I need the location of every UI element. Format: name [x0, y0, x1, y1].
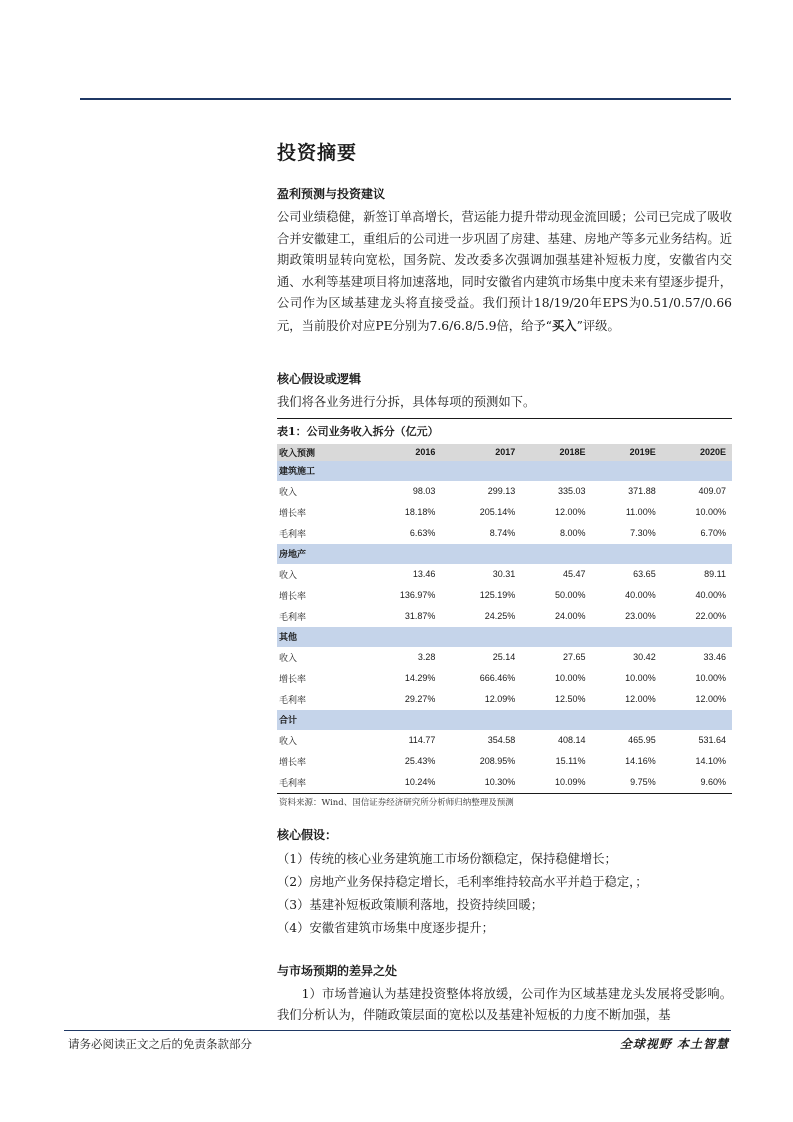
earnings-text-main: 公司业绩稳健，新签订单高增长，营运能力提升带动现金流回暖；公司已完成了吸收合并安徽建工，重组后的公司进一步巩固了房建、基建、房地产等多元业务结构。近期政策明显转向宽松，国务院、发改委多次强调加强基建补短板力度，安徽省内交通、水利等基建项目将加速落地，同时安徽省内建筑市场集中度未来有望逐步提升，公司作为区域基建龙头将直接受益。我们预计18/19/20年EPS为0.51/0.57/0.66元，当前股价对应PE分别为7.6/6.8/5.9倍，给予“ — [277, 210, 732, 333]
table-group-label: 其他 — [277, 627, 362, 647]
table-cell: 24.00% — [554, 611, 586, 621]
table-cell: 666.46% — [479, 673, 516, 683]
table-row — [277, 523, 732, 544]
table-cell: 12.00% — [554, 507, 586, 517]
table-body — [277, 461, 732, 793]
table-cell: 409.07 — [698, 486, 726, 496]
table-cell: 10.00% — [554, 673, 586, 683]
table-header-cell: 2020E — [662, 444, 732, 461]
table-cell: 14.29% — [404, 673, 436, 683]
table-cell: 6.63% — [409, 528, 436, 538]
table-group-label: 房地产 — [277, 544, 362, 564]
table-row — [277, 481, 732, 502]
table-cell: 10.00% — [695, 673, 726, 683]
earnings-forecast-title: 盈利预测与投资建议 — [277, 187, 386, 201]
table-cell — [521, 710, 591, 730]
table-cell — [521, 544, 591, 564]
table-cell: 14.16% — [625, 756, 656, 766]
table-row — [277, 751, 732, 772]
table-cell: 11.00% — [625, 507, 656, 517]
table-cell: 531.64 — [698, 735, 726, 745]
table-header-row — [277, 444, 732, 461]
table-cell: 24.25% — [484, 611, 516, 621]
table-cell: 408.14 — [557, 735, 586, 745]
revenue-breakdown-table — [277, 444, 732, 793]
table-source-note: 资料来源：Wind、国信证券经济研究所分析师归纳整理及预测 — [279, 797, 514, 808]
table-cell: 9.60% — [700, 777, 726, 787]
table-cell: 12.09% — [484, 694, 516, 704]
table-cell: 30.42 — [633, 652, 656, 662]
table-cell: 31.87% — [404, 611, 436, 621]
table-cell: 12.00% — [625, 694, 656, 704]
table-cell: 299.13 — [487, 486, 516, 496]
table-cell — [662, 710, 732, 730]
table-cell: 6.70% — [700, 528, 726, 538]
table-row-label: 增长率 — [279, 757, 307, 768]
table-row-label: 增长率 — [279, 508, 307, 519]
table-row-label: 增长率 — [279, 591, 307, 602]
table-row-label: 收入 — [279, 487, 298, 498]
table-cell: 8.74% — [489, 528, 516, 538]
table-cell — [441, 710, 521, 730]
table-cell — [521, 461, 591, 481]
table-cell: 29.27% — [404, 694, 436, 704]
table-cell — [662, 544, 732, 564]
table-cell: 8.00% — [559, 528, 586, 538]
table-cell: 27.65 — [562, 652, 586, 662]
report-body — [277, 138, 732, 1027]
table-row-label: 收入 — [279, 570, 298, 581]
assumption-item: （2）房地产业务保持稳定增长，毛利率维持较高水平并趋于稳定，； — [277, 874, 648, 889]
table-group-label: 建筑施工 — [277, 461, 362, 481]
table-cell: 33.46 — [703, 652, 726, 662]
table-row — [277, 585, 732, 606]
footer-slogan: 全球视野 本土智慧 — [619, 1037, 729, 1051]
table-header-cell: 2017 — [441, 444, 521, 461]
table-cell: 25.43% — [404, 756, 436, 766]
table-cell: 63.65 — [633, 569, 656, 579]
table-row — [277, 730, 732, 751]
table-row — [277, 772, 732, 793]
table-group-label: 合计 — [277, 710, 362, 730]
table-cell — [441, 544, 521, 564]
table-cell — [441, 627, 521, 647]
table-header-cell: 收入预测 — [277, 444, 362, 461]
table-group-row — [277, 461, 732, 481]
table-cell — [662, 627, 732, 647]
market-difference-title: 与市场预期的差异之处 — [277, 963, 398, 978]
table-cell: 10.24% — [404, 777, 436, 787]
table-cell: 208.95% — [479, 756, 516, 766]
table-row — [277, 564, 732, 585]
table-row-label: 收入 — [279, 736, 298, 747]
table-header-cell: 2019E — [591, 444, 661, 461]
core-logic-intro: 我们将各业务进行分拆，具体每项的预测如下。 — [277, 395, 536, 409]
table-cell: 354.58 — [487, 735, 516, 745]
footer-disclaimer: 请务必阅读正文之后的免责条款部分 — [68, 1037, 252, 1051]
table-cell: 22.00% — [695, 611, 726, 621]
table-cell — [362, 544, 442, 564]
table-cell: 7.30% — [630, 528, 656, 538]
table-cell — [362, 710, 442, 730]
table-cell — [521, 627, 591, 647]
market-difference-paragraph: 1）市场普遍认为基建投资整体将放缓，公司作为区域基建龙头发展将受影响。我们分析认为，伴随政策层面的宽松以及基建补短板的力度不断加强，基 — [277, 986, 732, 1022]
table-cell: 10.09% — [554, 777, 586, 787]
table-cell: 89.11 — [704, 569, 726, 579]
table-group-row — [277, 544, 732, 564]
table-cell — [441, 461, 521, 481]
table-cell: 45.47 — [562, 569, 586, 579]
table-cell: 14.10% — [695, 756, 726, 766]
table-cell: 125.19% — [479, 590, 516, 600]
table-cell: 3.28 — [417, 652, 436, 662]
table-cell: 10.00% — [695, 507, 726, 517]
table-cell: 10.00% — [625, 673, 656, 683]
table-row — [277, 668, 732, 689]
table-cell: 335.03 — [557, 486, 586, 496]
table-cell: 371.88 — [628, 486, 656, 496]
table-cell: 18.18% — [404, 507, 436, 517]
table-cell: 30.31 — [492, 569, 516, 579]
buy-rating: 买入 — [551, 317, 577, 333]
table-cell — [591, 710, 661, 730]
table-cell — [662, 461, 732, 481]
table-cell — [591, 627, 661, 647]
table-cell: 12.50% — [554, 694, 586, 704]
table-group-row — [277, 627, 732, 647]
table-row-label: 毛利率 — [279, 695, 307, 706]
table-group-row — [277, 710, 732, 730]
core-logic-title: 核心假设或逻辑 — [277, 372, 362, 386]
table-cell: 50.00% — [554, 590, 586, 600]
earnings-forecast-paragraph — [277, 207, 732, 337]
table-row-label: 增长率 — [279, 674, 307, 685]
table-cell — [591, 544, 661, 564]
header-rule — [80, 98, 731, 100]
table-cell: 205.14% — [479, 507, 516, 517]
table-row-label: 毛利率 — [279, 778, 307, 789]
table-row — [277, 502, 732, 523]
table-header-cell: 2018E — [521, 444, 591, 461]
table-row — [277, 606, 732, 627]
table-cell — [591, 461, 661, 481]
table-cell — [362, 461, 442, 481]
assumptions-title: 核心假设： — [277, 827, 338, 842]
table-cell: 23.00% — [625, 611, 656, 621]
table-cell: 114.77 — [408, 735, 436, 745]
table-row — [277, 647, 732, 668]
assumption-item: （4）安徽省建筑市场集中度逐步提升； — [277, 920, 494, 935]
page-title: 投资摘要 — [277, 142, 358, 164]
footer-rule — [64, 1030, 731, 1031]
table-cell: 136.97% — [399, 590, 436, 600]
table-cell — [362, 627, 442, 647]
assumption-item: （3）基建补短板政策顺利落地，投资持续回暖； — [277, 897, 544, 912]
earnings-text-end: ”评级。 — [576, 318, 620, 333]
table-cell: 40.00% — [625, 590, 656, 600]
table-cell: 98.03 — [412, 486, 436, 496]
table-title: 表1：公司业务收入拆分（亿元） — [277, 418, 732, 444]
table-cell: 12.00% — [695, 694, 726, 704]
table-row-label: 毛利率 — [279, 612, 307, 623]
assumption-item: （1）传统的核心业务建筑施工市场份额稳定，保持稳健增长； — [277, 851, 617, 866]
table-cell: 40.00% — [695, 590, 726, 600]
table-cell: 13.46 — [412, 569, 436, 579]
table-row-label: 收入 — [279, 653, 298, 664]
table-cell: 9.75% — [630, 777, 656, 787]
table-cell: 10.30% — [484, 777, 516, 787]
table-cell: 15.11% — [555, 756, 586, 766]
table-cell: 465.95 — [628, 735, 656, 745]
table-row-label: 毛利率 — [279, 529, 307, 540]
table-header-cell: 2016 — [362, 444, 442, 461]
table-cell: 25.14 — [492, 652, 516, 662]
table-row — [277, 689, 732, 710]
